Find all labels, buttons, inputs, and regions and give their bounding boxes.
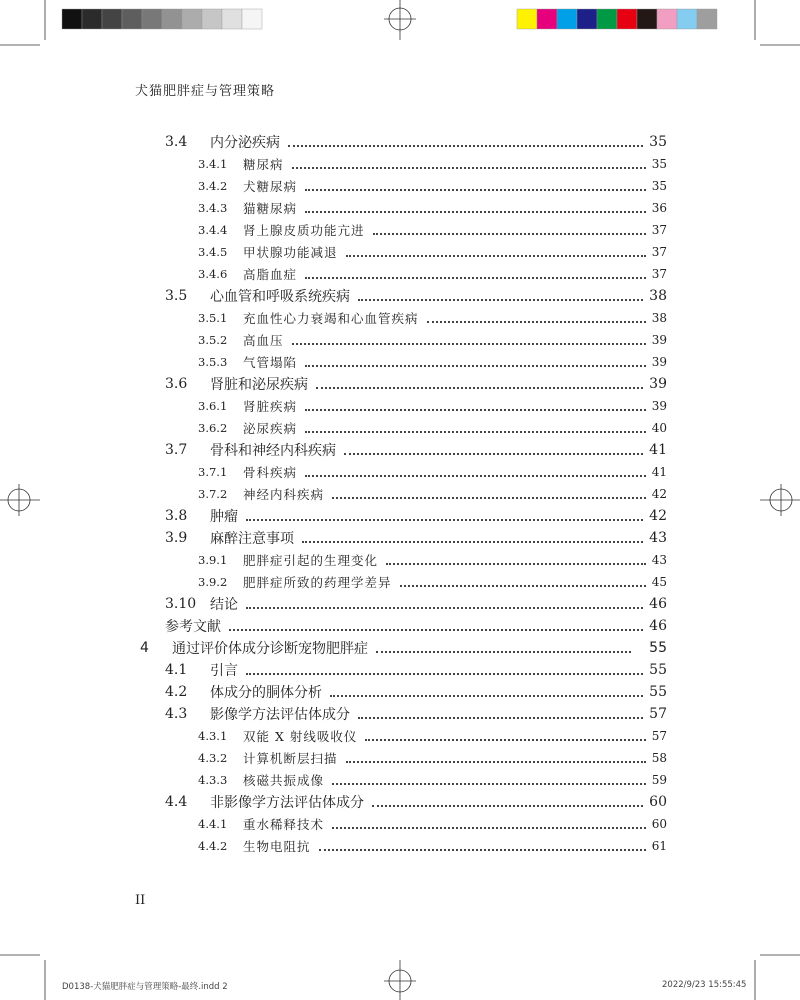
toc-entry-title: 肥胖症所致的药理学差异 [243, 575, 392, 590]
toc-entry [135, 241, 667, 263]
toc-entry-number: 4.1 [165, 662, 188, 678]
toc-entry-page: 39 [651, 333, 667, 347]
dot-leader [316, 386, 643, 389]
dot-leader [332, 496, 646, 499]
registration-mark-bottom [384, 960, 416, 1000]
toc-entry [135, 197, 667, 219]
toc-entry-title: 肾脏和泌尿疾病 [210, 377, 308, 393]
toc-entry [135, 681, 667, 703]
toc-entry [135, 351, 667, 373]
toc-entry-title: 猫糖尿病 [243, 201, 298, 216]
toc-entry-number: 3.7.1 [198, 465, 228, 479]
toc-entry-title: 神经内科疾病 [243, 487, 325, 502]
dot-leader [376, 650, 631, 653]
gray-swatch [102, 9, 122, 29]
dot-leader [305, 276, 646, 279]
dot-leader [427, 320, 646, 323]
toc-entry-page: 46 [649, 596, 667, 612]
toc-entry-title: 甲状腺功能减退 [243, 245, 338, 260]
toc-entry-number: 3.6 [165, 376, 188, 392]
toc-entry-page: 42 [649, 508, 667, 524]
registration-mark-left [0, 484, 40, 516]
toc-entry [135, 571, 667, 593]
toc-entry-page: 42 [651, 487, 667, 501]
toc-entry-page: 59 [651, 773, 667, 787]
toc-entry-number: 3.4.1 [198, 157, 228, 171]
toc-entry [135, 263, 667, 285]
toc-entry-number: 4.2 [165, 684, 188, 700]
toc-entry-title: 重水稀释技术 [243, 817, 325, 832]
dot-leader [319, 848, 646, 851]
toc-entry-title: 高脂血症 [243, 267, 298, 282]
dot-leader [372, 804, 643, 807]
toc-entry-page: 57 [649, 706, 667, 722]
toc-entry-number: 4.3.2 [198, 751, 228, 765]
toc-entry-page: 39 [651, 399, 667, 413]
toc-entry [135, 395, 667, 417]
toc-entry-page: 55 [649, 662, 667, 678]
toc-entry [135, 659, 667, 681]
toc-entry-number: 4.4.2 [198, 839, 228, 853]
toc-entry-page: 35 [651, 157, 667, 171]
toc-entry-page: 40 [651, 421, 667, 435]
toc-entry-title: 肿瘤 [210, 509, 238, 525]
color-swatch [597, 9, 617, 29]
table-of-contents [135, 131, 667, 857]
toc-entry [135, 615, 667, 637]
dot-leader [305, 188, 646, 191]
page-number: II [135, 893, 146, 908]
toc-chapter-entry [135, 637, 667, 659]
process-color-bar [517, 9, 717, 29]
toc-entry [135, 593, 667, 615]
toc-entry [135, 439, 667, 461]
dot-leader [332, 826, 646, 829]
dot-leader [330, 694, 643, 697]
toc-entry-title: 体成分的胴体分析 [210, 685, 322, 701]
toc-entry-number: 3.9 [165, 530, 188, 546]
toc-entry-number: 3.5 [165, 288, 188, 304]
dot-leader [246, 518, 643, 521]
toc-entry-title: 非影像学方法评估体成分 [210, 795, 364, 811]
toc-entry-number: 3.10 [165, 596, 197, 612]
toc-entry-title: 双能 X 射线吸收仪 [243, 729, 358, 744]
dot-leader [246, 606, 643, 609]
dot-leader [305, 408, 646, 411]
toc-entry-number: 3.4.4 [198, 223, 228, 237]
toc-entry [135, 285, 667, 307]
gray-swatch [182, 9, 202, 29]
dot-leader [344, 452, 643, 455]
toc-entry-page: 38 [651, 311, 667, 325]
file-slug: D0138-犬猫肥胖症与管理策略-最终.indd 2 [62, 982, 228, 992]
toc-entry-page: 35 [651, 179, 667, 193]
dot-leader [302, 540, 643, 543]
toc-entry-page: 55 [649, 640, 667, 656]
toc-entry-page: 57 [651, 729, 667, 743]
toc-entry-page: 36 [651, 201, 667, 215]
toc-entry-page: 61 [651, 839, 667, 853]
toc-entry [135, 307, 667, 329]
toc-entry-title: 充血性心力衰竭和心血管疾病 [243, 311, 419, 326]
dot-leader [365, 738, 645, 741]
gray-swatch [122, 9, 142, 29]
toc-entry-number: 3.6.2 [198, 421, 228, 435]
toc-entry-title: 生物电阻抗 [243, 839, 311, 854]
toc-entry-page: 35 [649, 134, 667, 150]
toc-entry-page: 41 [651, 465, 667, 479]
toc-entry-number: 3.4.2 [198, 179, 228, 193]
color-swatch [537, 9, 557, 29]
dot-leader [305, 430, 646, 433]
dot-leader [358, 716, 643, 719]
color-swatch [637, 9, 657, 29]
toc-entry-page: 60 [649, 794, 667, 810]
toc-entry-number: 3.5.1 [198, 311, 228, 325]
gray-swatch [222, 9, 242, 29]
toc-entry-page: 37 [651, 245, 667, 259]
registration-mark-right [760, 484, 800, 516]
toc-entry [135, 417, 667, 439]
dot-leader [358, 298, 643, 301]
color-swatch [657, 9, 677, 29]
dot-leader [373, 232, 646, 235]
toc-entry-title: 糖尿病 [243, 157, 284, 172]
toc-entry-title: 泌尿疾病 [243, 421, 298, 436]
toc-entry [135, 769, 667, 791]
toc-entry-page: 39 [649, 376, 667, 392]
dot-leader [292, 166, 646, 169]
color-swatch [517, 9, 537, 29]
toc-entry-number: 4.3 [165, 706, 188, 722]
toc-entry [135, 329, 667, 351]
toc-entry-number: 3.4.5 [198, 245, 228, 259]
toc-entry-title: 内分泌疾病 [210, 135, 280, 151]
dot-leader [305, 364, 646, 367]
color-swatch [617, 9, 637, 29]
toc-entry-title: 影像学方法评估体成分 [210, 707, 350, 723]
toc-entry-number: 3.9.1 [198, 553, 228, 567]
toc-entry-page: 58 [651, 751, 667, 765]
toc-entry-title: 骨科疾病 [243, 465, 298, 480]
toc-entry-page: 55 [649, 684, 667, 700]
toc-entry [135, 373, 667, 395]
toc-entry [135, 219, 667, 241]
color-swatch [697, 9, 717, 29]
toc-entry-number: 3.5.2 [198, 333, 228, 347]
toc-entry-number: 4 [140, 640, 149, 656]
toc-entry-title: 引言 [210, 663, 238, 679]
toc-entry-page: 37 [651, 267, 667, 281]
toc-entry-page: 45 [651, 575, 667, 589]
toc-entry-title: 犬糖尿病 [243, 179, 298, 194]
toc-entry-page: 43 [649, 530, 667, 546]
toc-entry-number: 3.4.6 [198, 267, 228, 281]
toc-entry-title: 参考文献 [165, 619, 221, 635]
toc-entry-page: 41 [649, 442, 667, 458]
toc-entry-number: 4.3.3 [198, 773, 228, 787]
dot-leader [305, 210, 646, 213]
dot-leader [305, 474, 646, 477]
toc-entry [135, 747, 667, 769]
dot-leader [288, 144, 643, 147]
gray-swatch [202, 9, 222, 29]
color-swatch [557, 9, 577, 29]
dot-leader [292, 342, 646, 345]
toc-entry-number: 4.4 [165, 794, 188, 810]
toc-entry [135, 131, 667, 153]
toc-entry-number: 3.6.1 [198, 399, 228, 413]
toc-entry-title: 麻醉注意事项 [210, 531, 294, 547]
toc-entry [135, 549, 667, 571]
toc-entry [135, 483, 667, 505]
dot-leader [400, 584, 646, 587]
toc-entry-title: 高血压 [243, 333, 284, 348]
toc-entry-page: 43 [651, 553, 667, 567]
gray-swatch [162, 9, 182, 29]
toc-entry-number: 3.9.2 [198, 575, 228, 589]
toc-entry-number: 3.7 [165, 442, 188, 458]
toc-entry [135, 175, 667, 197]
toc-entry [135, 835, 667, 857]
dot-leader [332, 782, 646, 785]
print-timestamp: 2022/9/23 15:55:45 [662, 980, 747, 990]
toc-entry [135, 153, 667, 175]
gray-swatch [62, 9, 82, 29]
toc-entry-number: 4.3.1 [198, 729, 228, 743]
toc-entry [135, 527, 667, 549]
color-swatch [577, 9, 597, 29]
toc-entry-title: 计算机断层扫描 [243, 751, 338, 766]
running-title: 犬猫肥胖症与管理策略 [135, 84, 276, 99]
toc-entry-title: 肾脏疾病 [243, 399, 298, 414]
toc-entry [135, 791, 667, 813]
registration-mark-top [384, 0, 416, 40]
toc-entry [135, 725, 667, 747]
gray-swatch [142, 9, 162, 29]
toc-entry-title: 肥胖症引起的生理变化 [243, 553, 379, 568]
toc-entry-number: 3.5.3 [198, 355, 228, 369]
toc-entry-title: 气管塌陷 [243, 355, 298, 370]
dot-leader [346, 760, 646, 763]
gray-swatch [242, 9, 262, 29]
toc-entry-page: 37 [651, 223, 667, 237]
toc-entry [135, 703, 667, 725]
dot-leader [229, 628, 643, 631]
toc-entry-number: 3.4 [165, 134, 188, 150]
toc-entry [135, 813, 667, 835]
toc-entry [135, 461, 667, 483]
dot-leader [246, 672, 643, 675]
toc-entry-number: 3.7.2 [198, 487, 228, 501]
toc-entry-page: 60 [651, 817, 667, 831]
toc-entry-title: 核磁共振成像 [243, 773, 325, 788]
toc-entry [135, 505, 667, 527]
toc-entry-number: 3.8 [165, 508, 188, 524]
toc-entry-title: 通过评价体成分诊断宠物肥胖症 [172, 641, 368, 657]
toc-entry-title: 结论 [210, 597, 238, 613]
color-swatch [677, 9, 697, 29]
gray-color-bar [62, 9, 262, 29]
gray-swatch [82, 9, 102, 29]
toc-entry-page: 39 [651, 355, 667, 369]
toc-entry-title: 心血管和呼吸系统疾病 [210, 289, 350, 305]
toc-entry-page: 38 [649, 288, 667, 304]
toc-entry-page: 46 [649, 618, 667, 634]
dot-leader [386, 562, 646, 565]
toc-entry-number: 3.4.3 [198, 201, 228, 215]
toc-entry-title: 肾上腺皮质功能亢进 [243, 223, 365, 238]
toc-entry-number: 4.4.1 [198, 817, 228, 831]
dot-leader [346, 254, 646, 257]
toc-entry-title: 骨科和神经内科疾病 [210, 443, 336, 459]
